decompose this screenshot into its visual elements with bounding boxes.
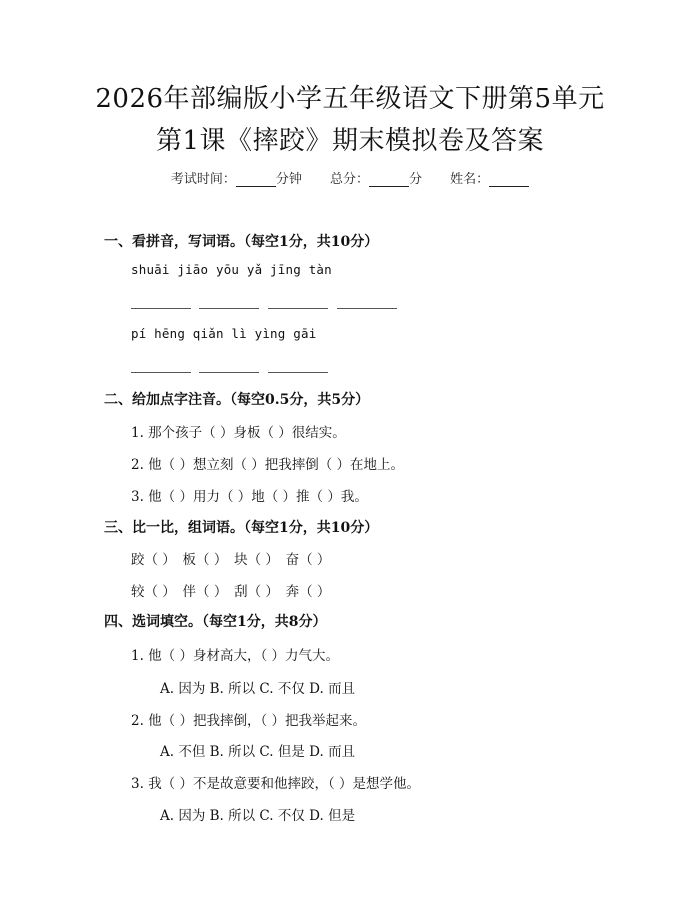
section-1-heading: 一、看拼音，写词语。（每空1分，共10分） <box>104 234 379 250</box>
title-line-1: 2026年部编版小学五年级语文下册第5单元 <box>95 84 605 114</box>
s4-question-3: 3. 我（ ）不是故意要和他摔跤，（ ）是想学他。 <box>131 776 421 792</box>
answer-line[interactable] <box>131 372 191 373</box>
name-label: 姓名： <box>450 172 490 187</box>
exam-time-unit: 分钟 <box>275 172 302 187</box>
pinyin-row-2: pí hēng qiǎn lì yìng gāi <box>131 326 317 341</box>
section-2-heading: 二、给加点字注音。（每空0.5分，共5分） <box>104 392 370 408</box>
exam-info <box>0 168 700 187</box>
s2-question-2: 2. 他（ ）想立刻（ ）把我摔倒（ ）在地上。 <box>131 457 405 473</box>
pinyin-row-1: shuāi jiāo yōu yǎ jīng tàn <box>131 262 332 277</box>
exam-time-blank[interactable] <box>236 186 276 187</box>
name-blank[interactable] <box>489 186 529 187</box>
answer-line[interactable] <box>131 308 191 309</box>
total-score-label: 总分： <box>329 172 369 187</box>
section-4-heading: 四、选词填空。（每空1分，共8分） <box>104 614 327 630</box>
exam-time-label: 考试时间： <box>170 172 236 187</box>
answer-line[interactable] <box>199 308 259 309</box>
s4-question-2: 2. 他（ ）把我摔倒，（ ）把我举起来。 <box>131 713 367 729</box>
s3-row-2: 较（ ） 伴（ ） 刮（ ） 奔（ ） <box>131 584 331 600</box>
s4-question-1: 1. 他（ ）身材高大，（ ）力气大。 <box>131 648 340 664</box>
answer-line[interactable] <box>268 372 328 373</box>
answer-line[interactable] <box>268 308 328 309</box>
answer-line[interactable] <box>337 308 397 309</box>
s3-row-1: 跤（ ） 板（ ） 块（ ） 奋（ ） <box>131 552 331 568</box>
total-score-blank[interactable] <box>369 186 409 187</box>
s4-question-2-options: A. 不但 B. 所以 C. 但是 D. 而且 <box>160 744 356 760</box>
s2-question-3: 3. 他（ ）用力（ ）地（ ）推（ ）我。 <box>131 489 368 505</box>
answer-line[interactable] <box>199 372 259 373</box>
section-3-heading: 三、比一比，组词语。（每空1分，共10分） <box>104 520 379 536</box>
s4-question-3-options: A. 因为 B. 所以 C. 不仅 D. 但是 <box>160 808 356 824</box>
s4-question-1-options: A. 因为 B. 所以 C. 不仅 D. 而且 <box>160 681 356 697</box>
title-line-2: 第1课《摔跤》期末模拟卷及答案 <box>155 126 545 156</box>
total-score-unit: 分 <box>409 172 423 187</box>
s2-question-1: 1. 那个孩子（ ）身板（ ）很结实。 <box>131 425 346 441</box>
